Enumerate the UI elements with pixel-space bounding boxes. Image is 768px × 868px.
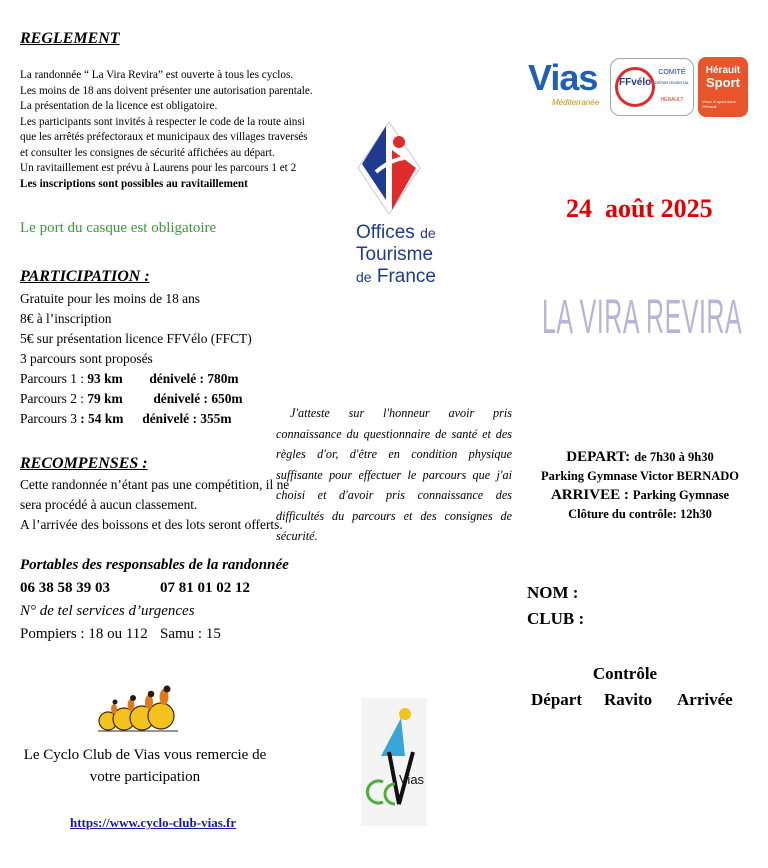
participation-line: Gratuite pour les moins de 18 ans (20, 291, 200, 306)
herault-label: HÉRAULT (660, 97, 684, 103)
vias-logo-sub: Méditerranée (552, 98, 600, 107)
parcours-label: Parcours 2 : (20, 391, 88, 406)
controle-ravito: Ravito (604, 690, 653, 709)
depart-parking: Parking Gymnase Victor BERNADO (540, 469, 740, 483)
helmet-notice: Le port du casque est obligatoire (20, 220, 217, 236)
thanks-message: Le Cyclo Club de Vias vous remercie de votre participation (23, 747, 267, 785)
departemental-label: DÉPARTEMENTAL (654, 80, 690, 85)
parcours-label: Parcours 1 : (20, 371, 88, 386)
hs-line1: Hérault (705, 65, 741, 76)
samu-number: Samu : 15 (160, 626, 221, 642)
reglement-line: La randonnée “ La Vira Revira” est ouverte à tous les cyclos. (20, 69, 294, 81)
reglement-line: Un ravitaillement est prévu à Laurens pour les parcours 1 et 2 (20, 162, 297, 174)
ot-de: de (420, 225, 436, 241)
reglement-line: et consulter les consignes de sécurité affichées au départ. (20, 146, 275, 159)
event-title: LA VIRA REVIRA (542, 291, 743, 344)
parcours-row (20, 409, 270, 429)
arrivee-label: ARRIVEE : (550, 487, 629, 503)
recompenses-line: Cette randonnée n’étant pas une compétition, il ne (20, 477, 290, 492)
offices-tourisme-logo-icon (356, 120, 422, 216)
parcours-km: 79 km (87, 391, 123, 406)
reglement-bold-line: Les inscriptions sont possibles au ravitaillement (20, 177, 248, 190)
reglement-line: que les arrêtés préfectoraux et municipaux des villages traversés (20, 131, 308, 143)
comite-label: COMITÉ (658, 69, 686, 76)
reglement-line: Les moins de 18 ans doivent présenter une autorisation parentale. (20, 84, 313, 97)
club-logo-text: Vias (399, 772, 425, 787)
ffvelo-text: FFvélo (619, 77, 652, 88)
ot-line1: Offices (356, 222, 415, 243)
reglement-line: La présentation de la licence est obligatoire. (20, 100, 218, 112)
hs-line2: Sport (706, 75, 740, 90)
portables-title: Portables des responsables de la randonnée (20, 557, 289, 573)
controle-arrivee: Arrivée (677, 690, 733, 709)
parcours-deniv: dénivelé : 355m (142, 411, 232, 426)
club-website-link[interactable]: https://www.cyclo-club-vias.fr (70, 815, 237, 830)
offices-tourisme-logo-text (356, 222, 436, 288)
recompenses-title: RECOMPENSES : (20, 455, 148, 472)
event-date: 24 août 2025 (566, 194, 713, 223)
recompenses-line: A l’arrivée des boissons et des lots seront offerts. (20, 517, 283, 532)
recompenses-text (20, 475, 290, 535)
parcours-row (20, 369, 270, 389)
ot-de-2: de (356, 269, 372, 285)
hs-sub: Vivez le sport dans l'Hérault (702, 99, 736, 109)
parcours-deniv: dénivelé : 650m (153, 391, 243, 406)
vias-logo (528, 58, 610, 114)
pompiers-number: Pompiers : 18 ou 112 (20, 626, 148, 642)
comite-text (653, 69, 691, 103)
urgences-title: N° de tel services d’urgences (20, 603, 195, 619)
parcours-label: Parcours 3 (20, 411, 81, 426)
nom-label: NOM : (527, 583, 579, 602)
parcours-deniv: dénivelé : 780m (149, 371, 239, 386)
reglement-line: Les participants sont invités à respecter le code de la route ainsi (20, 115, 305, 128)
arrivee-place: Parking Gymnase (632, 488, 730, 502)
recompenses-line: sera procédé à aucun classement. (20, 497, 198, 512)
vias-logo-text: Vias (528, 57, 598, 98)
controle-title: Contrôle (592, 664, 658, 683)
participation-text (20, 289, 270, 429)
participation-line: 8€ à l’inscription (20, 311, 112, 326)
participation-line: 5€ sur présentation licence FFVélo (FFCT) (20, 331, 252, 346)
participation-line: 3 parcours sont proposés (20, 351, 153, 366)
phone-1: 06 38 58 39 03 (20, 580, 110, 596)
controle-depart: Départ (531, 690, 582, 709)
depart-time: de 7h30 à 9h30 (634, 450, 714, 464)
phone-2: 07 81 01 02 12 (160, 580, 250, 596)
depart-label: DEPART: (566, 449, 631, 465)
attestation-text: J'atteste sur l'honneur avoir pris connaissance du questionnaire de santé et des règles d'or, d'être en condition physique suffisante pour effectuer le parcours que j'ai choisi et d'avoir pris connaissance des difficultés du parcours et des consignes de sécurité. (276, 406, 512, 543)
ffvelo-comite-logo (610, 58, 694, 116)
cyclists-illustration (98, 685, 178, 735)
participation-title: PARTICIPATION : (20, 268, 150, 285)
cloture-controle: Clôture du contrôle: 12h30 (568, 507, 712, 521)
club-label: CLUB : (527, 609, 585, 628)
ot-line3: France (376, 266, 436, 287)
reglement-title: REGLEMENT (20, 30, 120, 47)
reglement-text (20, 68, 313, 192)
parcours-row (20, 389, 270, 409)
depart-info (540, 448, 740, 522)
club-vias-logo (361, 698, 427, 826)
herault-sport-logo (698, 57, 748, 117)
parcours-km: 93 km (87, 371, 123, 386)
parcours-km: : 54 km (80, 411, 124, 426)
ot-line2: Tourisme (356, 244, 434, 265)
